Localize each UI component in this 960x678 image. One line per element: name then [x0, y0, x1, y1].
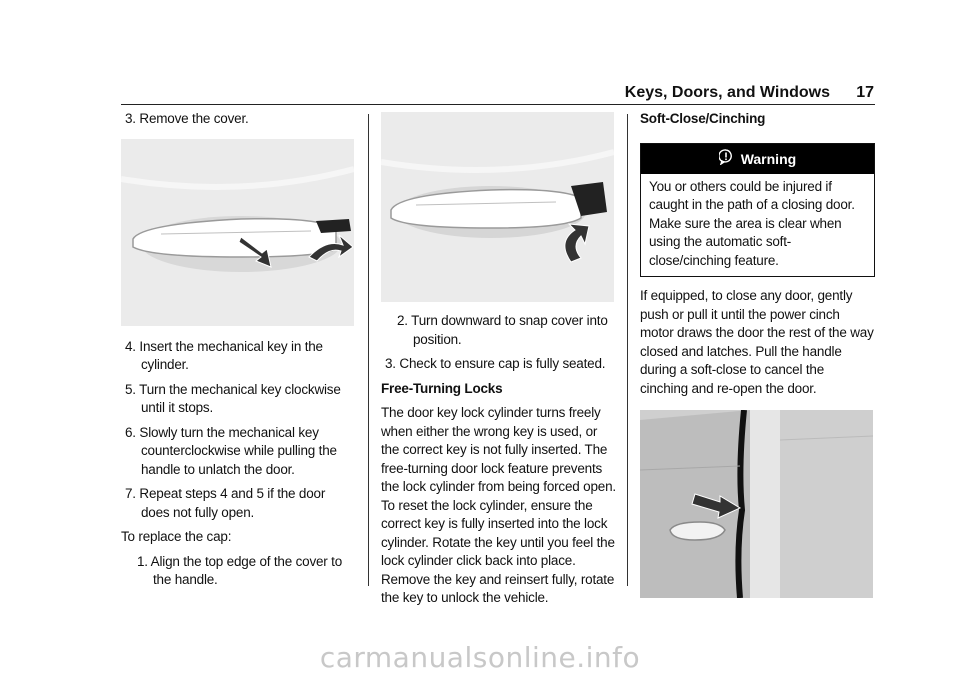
door-handle-cover-image [121, 139, 354, 326]
watermark: carmanualsonline.info [319, 641, 641, 674]
replace-cover-illustration [381, 112, 614, 302]
warning-bubble-icon [719, 145, 733, 175]
column-1 [121, 110, 357, 596]
step-3-text: 3. Remove the cover. [125, 111, 249, 126]
replace-step-1-text: 1. Align the top edge of the cover to the handle. [137, 553, 343, 587]
step-5-text: 5. Turn the mechanical key clockwise until it stops. [125, 381, 341, 415]
replace-step-3-text: 3. Check to ensure cap is fully seated. [385, 356, 606, 371]
warning-label: Warning [740, 150, 797, 167]
door-cinching-image [640, 410, 873, 598]
free-turning-locks-paragraph: The door key lock cylinder turns freely when either the wrong key is used, or the correct key is not fully inserted. The free-turning door lock feature prevents the lock cylinder from being forced open. To reset the lock cylinder, ensure the correct key is fully inserted into the lock cylinder. Rotate the key until you feel the lock cylinder click back into place. Remove the key and reinsert fully, rotate the key to unlock the vehicle. [381, 405, 616, 605]
step-6-text: 6. Slowly turn the mechanical key counterclockwise while pulling the handle to unlatch the door. [125, 424, 337, 477]
remove-cover-illustration [121, 139, 354, 326]
section-header-title: Keys, Doors, and Windows [624, 84, 830, 101]
soft-close-illustration [640, 410, 873, 598]
column-divider [368, 114, 369, 586]
warning-header [641, 144, 874, 174]
warning-text: You or others could be injured if caught in the path of a closing door. Make sure the area is clear when using the automatic soft-close/cinching feature. [649, 178, 855, 268]
free-turning-locks-heading: Free-Turning Locks [381, 380, 503, 396]
step-4-text: 4. Insert the mechanical key in the cylinder. [125, 338, 323, 372]
page-number: 17 [856, 84, 874, 101]
header-rule [121, 104, 875, 105]
warning-box [640, 143, 875, 278]
step-7-text: 7. Repeat steps 4 and 5 if the door does not fully open. [125, 486, 326, 520]
soft-close-paragraph: If equipped, to close any door, gently push or pull it until the power cinch motor draws the door the rest of the way closed and latches. Pull the handle during a soft-close to cancel the cinching and re-open the door. [640, 288, 874, 396]
column-divider [627, 114, 628, 586]
page-header [0, 84, 960, 104]
replace-step-2-text: 2. Turn downward to snap cover into position. [397, 313, 608, 347]
soft-close-heading: Soft-Close/Cinching [640, 111, 766, 126]
column-2 [381, 110, 617, 614]
column-3 [640, 110, 875, 598]
replace-cap-intro: To replace the cap: [121, 529, 232, 544]
door-handle-cap-image [381, 112, 614, 302]
